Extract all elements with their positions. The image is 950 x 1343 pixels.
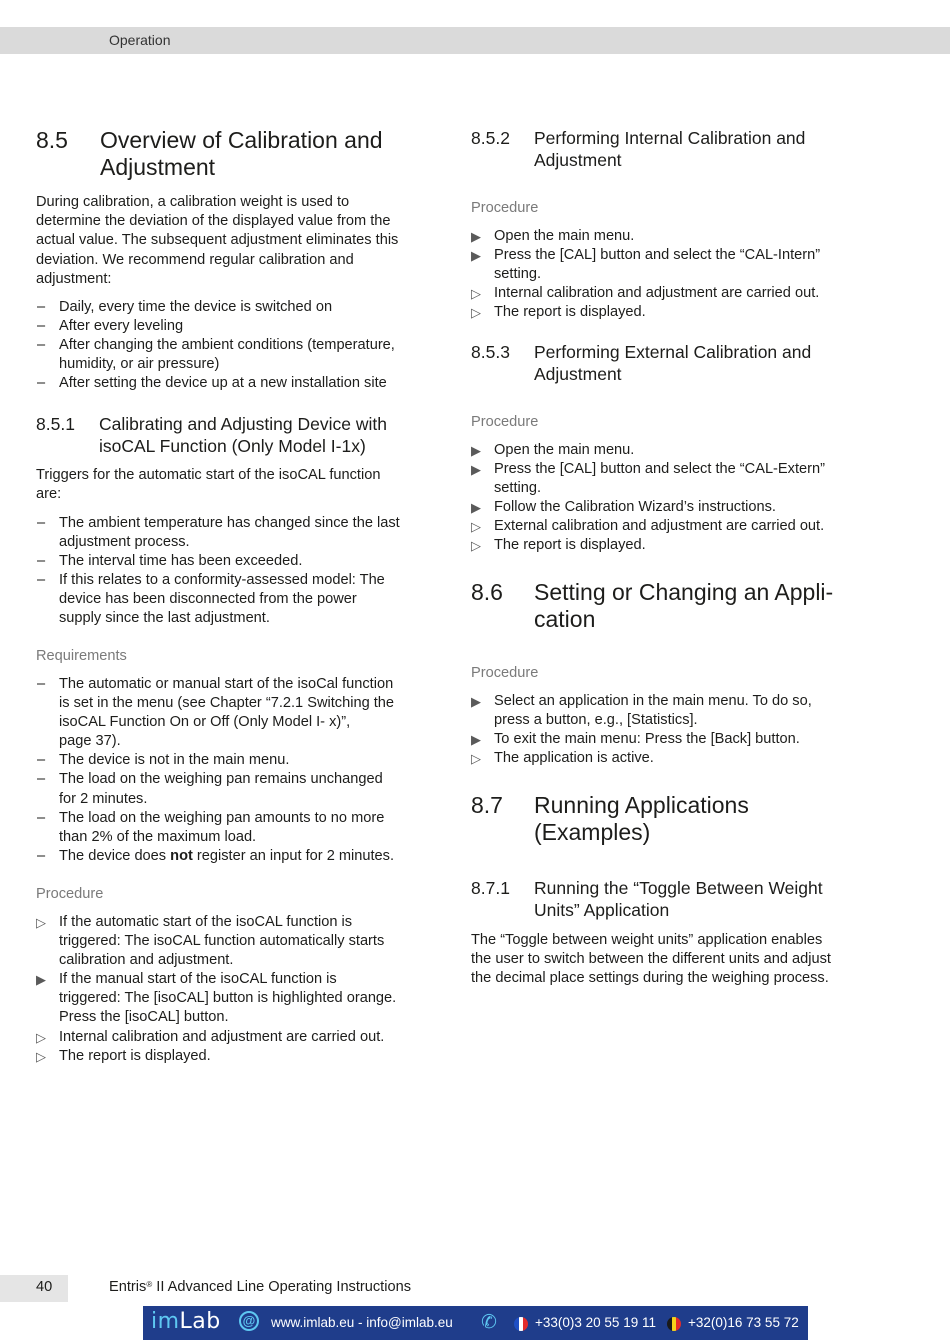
section-number: 8.5.1 <box>36 414 75 434</box>
phone-icon: ✆ <box>481 1312 497 1333</box>
action-arrow-icon: ▶ <box>471 694 481 709</box>
section-title: Running the “Toggle Between Weight Units” Application <box>534 878 823 920</box>
phone-france[interactable]: +33(0)3 20 55 19 11 <box>535 1315 656 1330</box>
section-8-7-1-heading <box>471 877 881 923</box>
procedure-step: ▷ The report is displayed. <box>471 536 871 555</box>
procedure-step: ▷ Internal calibration and adjustment are carried out. <box>471 284 871 303</box>
list-item: – After changing the ambient conditions (temperature, humidity, or air pressure) <box>37 337 395 373</box>
section-number: 8.5.3 <box>471 342 510 362</box>
belgium-flag-icon <box>667 1317 681 1331</box>
requirements-list <box>36 675 446 866</box>
procedure-step: ▶ Open the main menu. <box>471 441 871 460</box>
section-title: Running Applications (Examples) <box>534 792 749 845</box>
requirements-label: Requirements <box>36 648 127 664</box>
section-number: 8.5 <box>36 127 68 153</box>
list-item: – The load on the weighing pan remains unchanged for 2 minutes. <box>37 771 383 807</box>
procedure-step: ▶ Follow the Calibration Wizard’s instructions. <box>471 498 871 517</box>
result-arrow-icon: ▷ <box>36 1048 46 1064</box>
procedure-step: ▶ Select an application in the main menu. To do so, press a button, e.g., [Statistics]. <box>471 693 812 729</box>
imlab-contact-banner[interactable] <box>143 1306 808 1340</box>
section-title: Setting or Changing an Appli- cation <box>534 579 834 632</box>
action-arrow-icon: ▶ <box>471 462 481 478</box>
page-header-bar <box>0 27 950 54</box>
section-number: 8.5.2 <box>471 128 510 148</box>
result-arrow-icon: ▷ <box>471 519 481 535</box>
internal-calibration-procedure <box>471 227 871 322</box>
list-item: – The automatic or manual start of the isoCal function is set in the menu (see Chapter “7.2.1 Switching the isoCAL Function On or Off (Only Model I- x)”, page 37). <box>37 676 395 750</box>
imlab-logo: imLab <box>151 1309 221 1334</box>
procedure-step: ▶ Press the [CAL] button and select the “CAL-Extern” setting. <box>471 461 825 497</box>
action-arrow-icon: ▶ <box>471 500 481 516</box>
application-procedure <box>471 692 871 768</box>
procedure-step: ▷ The application is active. <box>471 749 871 768</box>
footer-document-title: Entris® II Advanced Line Operating Instructions <box>109 1279 412 1295</box>
page-number: 40 <box>36 1279 53 1295</box>
section-8-5-1-heading <box>36 413 446 459</box>
result-arrow-icon: ▷ <box>471 751 481 767</box>
france-flag-icon <box>514 1317 528 1331</box>
section-8-5-heading <box>36 127 436 183</box>
procedure-step: ▷ If the automatic start of the isoCAL function is triggered: The isoCAL function automatically starts calibration and adjustment. <box>36 914 385 969</box>
at-sign-icon: @ <box>239 1311 259 1331</box>
section-number: 8.7.1 <box>471 878 510 898</box>
section-8-6-heading <box>471 579 881 635</box>
section-8-5-2-heading <box>471 127 881 173</box>
phone-belgium[interactable]: +32(0)16 73 55 72 <box>688 1315 799 1330</box>
isocal-trigger-list <box>36 514 446 629</box>
procedure-step: ▶ If the manual start of the isoCAL function is triggered: The [isoCAL] button is highlighted orange. Press the [isoCAL] button. <box>36 971 397 1026</box>
list-item: – Daily, every time the device is switched on <box>37 299 333 315</box>
procedure-step: ▶ To exit the main menu: Press the [Back] button. <box>471 730 871 749</box>
list-item: – The device does not register an input for 2 minutes. <box>37 847 395 864</box>
procedure-label: Procedure <box>36 886 104 902</box>
list-item: – The interval time has been exceeded. <box>37 553 303 570</box>
section-title: Performing Internal Calibration and Adjustment <box>534 128 806 170</box>
website-email-link[interactable]: www.imlab.eu - info@imlab.eu <box>271 1315 453 1330</box>
result-arrow-icon: ▷ <box>471 286 481 302</box>
action-arrow-icon: ▶ <box>471 229 481 244</box>
section-8-5-intro: During calibration, a calibration weight is used to determine the deviation of the displayed value from the actual value. The subsequent adjustment eliminates this deviation. We recommend regular calibration and adjustment: <box>36 194 399 287</box>
section-8-7-1-body: The “Toggle between weight units” application enables the user to switch between the different units and adjust the decimal place settings during the weighing process. <box>471 932 831 987</box>
isocal-procedure-list <box>36 913 446 1066</box>
procedure-label: Procedure <box>471 200 539 216</box>
action-arrow-icon: ▶ <box>471 732 481 748</box>
list-item: – After every leveling <box>37 318 184 335</box>
procedure-step: ▶ Press the [CAL] button and select the “CAL-Intern” setting. <box>471 247 821 283</box>
result-arrow-icon: ▷ <box>36 1029 46 1045</box>
section-number: 8.7 <box>471 792 503 818</box>
procedure-step: ▶ Open the main menu. <box>471 227 871 246</box>
result-arrow-icon: ▷ <box>471 305 481 321</box>
list-item: – The load on the weighing pan amounts to no more than 2% of the maximum load. <box>37 809 385 845</box>
list-item: – After setting the device up at a new installation site <box>37 375 387 392</box>
section-8-5-1-intro: Triggers for the automatic start of the isoCAL function are: <box>36 467 381 503</box>
external-calibration-procedure <box>471 441 871 556</box>
procedure-step: ▷ Internal calibration and adjustment are carried out. <box>36 1028 446 1047</box>
procedure-step: ▷ The report is displayed. <box>36 1047 446 1066</box>
procedure-step: ▷ External calibration and adjustment are carried out. <box>471 517 871 536</box>
page-number-box <box>0 1275 68 1302</box>
list-item: – The device is not in the main menu. <box>37 752 290 769</box>
procedure-step: ▷ The report is displayed. <box>471 303 871 322</box>
result-arrow-icon: ▷ <box>471 538 481 554</box>
list-item: – The ambient temperature has changed since the last adjustment process. <box>37 515 400 551</box>
procedure-label: Procedure <box>471 665 539 681</box>
section-8-5-3-heading <box>471 341 881 387</box>
action-arrow-icon: ▶ <box>471 248 481 264</box>
emphasis-not: not <box>170 847 193 864</box>
action-arrow-icon: ▶ <box>471 443 481 458</box>
calibration-schedule-list <box>36 298 446 393</box>
section-8-7-heading <box>471 792 881 848</box>
result-arrow-icon: ▷ <box>36 915 46 930</box>
section-title: Performing External Calibration and Adjustment <box>534 342 812 384</box>
list-item: – If this relates to a conformity-assessed model: The device has been disconnected from the power supply since the last adjustment. <box>37 572 385 627</box>
header-section-title: Operation <box>109 32 171 48</box>
section-title: Overview of Calibration and Adjustment <box>100 127 383 180</box>
action-arrow-icon: ▶ <box>36 972 46 988</box>
section-title: Calibrating and Adjusting Device with isoCAL Function (Only Model I-1x) <box>99 414 387 456</box>
section-number: 8.6 <box>471 579 503 605</box>
procedure-label: Procedure <box>471 414 539 430</box>
